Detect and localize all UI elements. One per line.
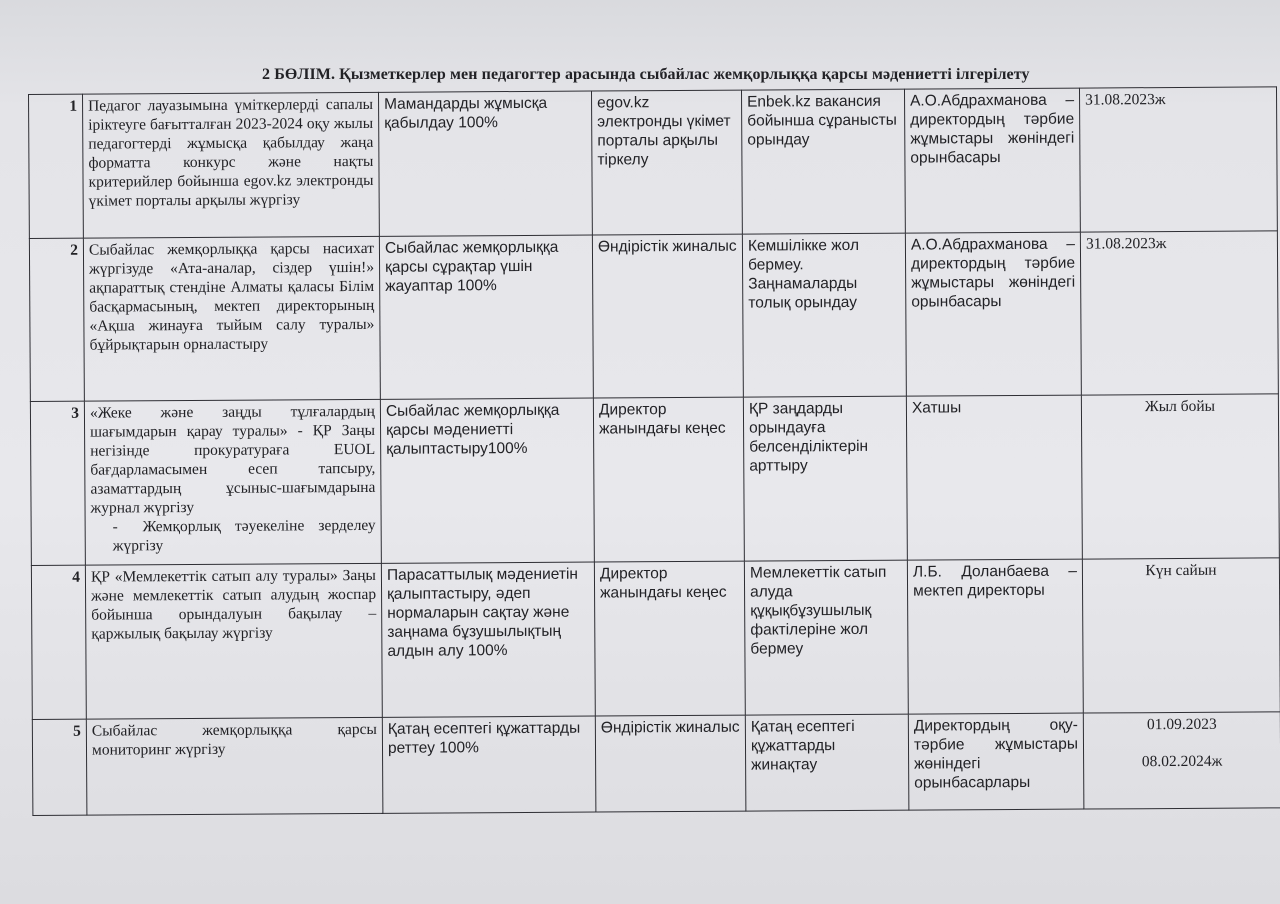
responsible-cell: А.О.Абдрахманова – директордың тәрбие жұмыстары жөніндегі орынбасары (904, 88, 1080, 233)
activity-cell: Сыбайлас жемқорлыққа қарсы мониторинг жүргізу (86, 717, 383, 815)
deadline-cell: 31.08.2023ж (1080, 231, 1278, 395)
table-row (31, 558, 1280, 720)
activity-subitem-text: Жемқорлық тәуекеліне зерделеу жүргізу (112, 516, 376, 555)
activity-cell: Педагог лауазымына үміткерлерді сапалы іріктеуге бағытталған 2023-2024 оқу жылы педагогтерді жұмысқа қабылдау жаңа форматта конкурс және нақты критерийлер бойынша egov.kz электронды үкімет порталы арқылы жүргізу (83, 92, 380, 238)
result-cell: Қатаң есептегі құжаттарды жинақтау (745, 714, 909, 811)
indicator-cell: Сыбайлас жемқорлыққа қарсы сұрақтар үшін жауаптар 100% (379, 235, 593, 399)
activity-cell: ҚР «Мемлекеттік сатып алу туралы» Заңы және мемлекеттік сатып алудың жоспар бойынша орындалуын бақылау – қаржылық бақылау жүргізу (85, 563, 382, 719)
result-cell: Кемшілікке жол бермеу. Заңнамаларды толық орындау (742, 233, 906, 397)
row-number: 5 (32, 719, 87, 815)
indicator-cell: Парасаттылық мәдениетін қалыптастыру, әдеп нормаларын сақтау және заңнама бұзушылықтың алдын алу 100% (381, 562, 595, 717)
result-cell: ҚР заңдарды орындауға белсенділіктерін арттыру (743, 396, 907, 561)
indicator-cell: Қатаң есептегі құжаттарды реттеу 100% (382, 716, 596, 813)
indicator-cell: Мамандарды жұмысқа қабылдау 100% (378, 91, 592, 236)
result-cell: Enbek.kz вакансия бойынша сұранысты орындау (741, 89, 905, 234)
dash-bullet-icon: - (112, 518, 118, 536)
table-row (29, 231, 1278, 402)
table-row (32, 712, 1280, 816)
anti-corruption-plan-table (28, 86, 1280, 816)
deadline-end: 08.02.2024ж (1141, 752, 1223, 771)
deadline-cell (1083, 712, 1280, 809)
form-cell: egov.kz электронды үкімет порталы арқылы тіркелу (591, 90, 742, 235)
form-cell: Директор жанындағы кеңес (594, 561, 745, 716)
form-cell: Өндірістік жиналыс (592, 234, 743, 398)
activity-subitem (91, 516, 376, 556)
deadline-cell: Жыл бойы (1081, 394, 1279, 559)
row-number: 2 (29, 238, 84, 401)
deadline-cell: 31.08.2023ж (1079, 87, 1277, 232)
deadline-start: 01.09.2023 (1146, 715, 1217, 734)
responsible-cell: А.О.Абдрахманова – директордың тәрбие жұмыстары жөніндегі орынбасары (905, 232, 1081, 396)
activity-cell: Сыбайлас жемқорлыққа қарсы насихат жүргізуде «Ата-аналар, сіздер үшін!» ақпараттық стендіне Алматы қаласы Білім басқармасының, мектеп директорының «Ақша жинауға тыйым салу туралы» бұйрықтарын орналастыру (83, 236, 380, 401)
deadline-cell: Күн сайын (1082, 558, 1280, 713)
form-cell: Өндірістік жиналыс (595, 715, 746, 812)
row-number: 4 (31, 565, 86, 719)
indicator-cell: Сыбайлас жемқорлыққа қарсы мәдениетті қалыптастыру100% (380, 398, 594, 563)
result-cell: Мемлекеттік сатып алуда құқықбұзушылық фактілеріне жол бермеу (744, 560, 908, 715)
activity-cell (84, 399, 381, 565)
form-cell: Директор жанындағы кеңес (593, 397, 744, 562)
table-row (29, 87, 1278, 239)
section-title: 2 БӨЛІМ. Қызметкерлер мен педагогтер арасында сыбайлас жемқорлыққа қарсы мәдениетті ілгерілету (262, 66, 1030, 83)
responsible-cell: Л.Б. Доланбаева – мектеп директоры (907, 559, 1083, 714)
activity-text: «Жеке және заңды тұлғалардың шағымдарын қарау туралы» - ҚР Заңы негізінде прокуратураға EUOL бағдарламасымен есеп тапсыру, азаматтардың ұсыныс-шағымдарына журнал жүргізу (89, 402, 376, 517)
table-row (30, 394, 1279, 566)
row-number: 1 (29, 94, 84, 238)
responsible-cell: Директордың оқу-тәрбие жұмыстары жөніндегі орынбасарлары (908, 713, 1084, 810)
responsible-cell: Хатшы (906, 395, 1082, 560)
row-number: 3 (30, 401, 85, 565)
